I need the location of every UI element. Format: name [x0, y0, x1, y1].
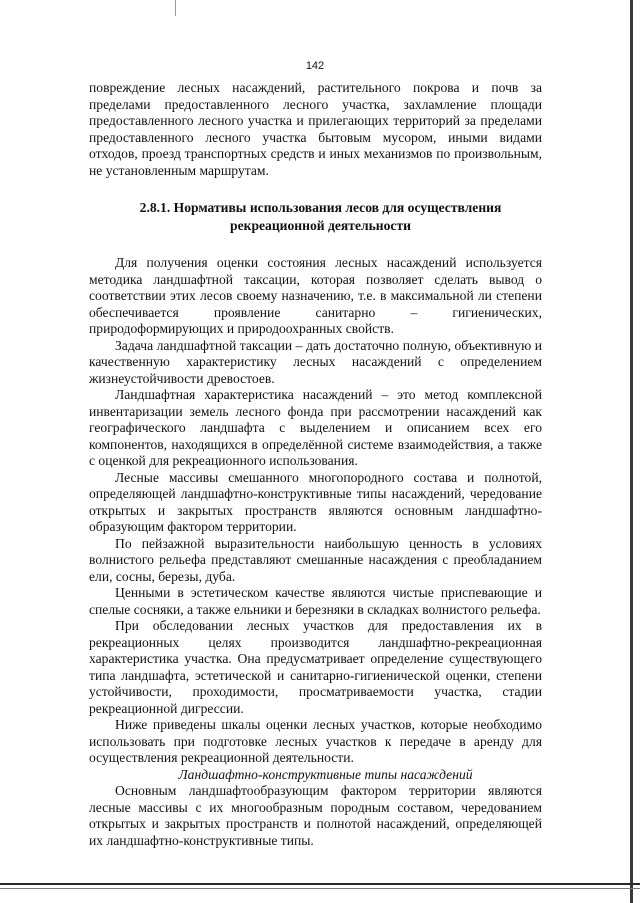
subsection-title: Ландшафтно-конструктивные типы насаждений	[178, 766, 473, 782]
section-heading-line1: 2.8.1. Нормативы использования лесов для осуществления	[139, 200, 502, 215]
paragraph-intro: повреждение лесных насаждений, растительного покрова и почв за пределами предоставленного лесного участка, захламление площади предоставленного лесного участка и прилегающих территорий за пределами предоставленного лесного участка бытовым мусором, иными видами отходов, проезд транспортных средств и иных механизмов по произвольным, не установленным маршрутам.	[89, 80, 542, 178]
section-heading	[89, 199, 542, 234]
bottom-border-thin	[0, 888, 640, 889]
paragraph-forest-massifs: Лесные массивы смешанного многопородного состава и полнотой, определяющей ландшафтно-конструктивные типы насаждений, чередование открытых и закрытых пространств являются основным ландшафтно-образующим фактором территории.	[89, 469, 542, 534]
bottom-border	[0, 883, 640, 885]
page-number: 142	[305, 60, 325, 72]
paragraph-scenic-value: По пейзажной выразительности наибольшую ценность в условиях волнистого рельефа представляют смешанные насаждения с преобладанием ели, сосны, березы, дуба.	[89, 535, 542, 584]
paragraph-scales: Ниже приведены шкалы оценки лесных участков, которые необходимо использовать при подготовке лесных участков к передаче в аренду для осуществления рекреационной деятельности.	[89, 717, 542, 765]
document-body	[89, 80, 542, 849]
paragraph-landscape-factor: Основным ландшафтообразующим фактором территории являются лесные массивы с их многообразным породным составом, чередованием открытых и закрытых пространств и полнотой насаждений, определяющей их ландшафтно-конструктивные типы.	[89, 783, 542, 848]
paragraph-survey: При обследовании лесных участков для предоставления их в рекреационных целях производится ландшафтно-рекреационная характеристика участка. Она предусматривает определение существующего типа ландшафта, эстетической и санитарно-гигиенической оценки, степени устойчивости, проходимости, просматриваемости участка, стадии рекреационной дигрессии.	[89, 618, 542, 716]
section-heading-line2: рекреационной деятельности	[230, 217, 411, 233]
paragraph-task: Задача ландшафтной таксации – дать достаточно полную, объективную и качественную характеристику лесных насаждений с определением жизнеустойчивости древостоев.	[89, 337, 542, 386]
page-edge-shadow	[630, 0, 633, 903]
paragraph-methodology: Для получения оценки состояния лесных насаждений используется методика ландшафтной таксации, которая позволяет сделать вывод о соответствии этих лесов своему назначению, т.е. в максимальной ли степени обеспечивается проявление санитарно – гигиенических, природоформирующих и природоохранных свойств.	[89, 255, 542, 336]
paragraph-landscape-characteristic: Ландшафтная характеристика насаждений – это метод комплексной инвентаризации земель лесного фонда при рассмотрении насаждений как географического ландшафта с выделением и описанием всех его компонентов, находящихся в определённой системе взаимодействия, а также с оценкой для рекреационного использования.	[89, 387, 542, 468]
scan-artifact-line	[175, 0, 176, 16]
paragraph-aesthetic-value: Ценными в эстетическом качестве являются чистые приспевающие и спелые сосняки, а также ельники и березняки в складках волнистого рельефа.	[89, 585, 542, 617]
